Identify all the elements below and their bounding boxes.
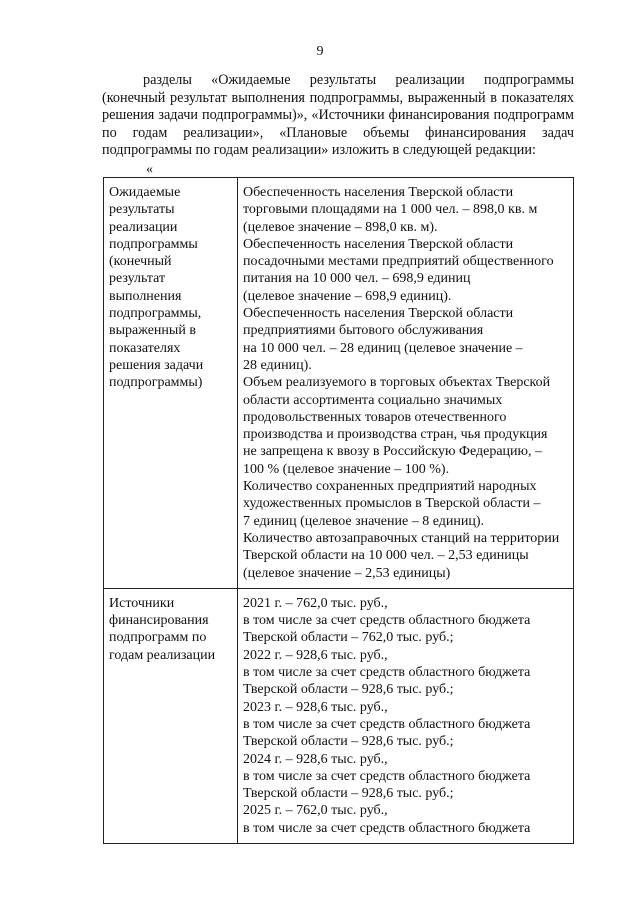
row-value-line: (целевое значение – 2,53 единицы) [243,565,451,581]
row-value-line: Обеспеченность населения Тверской области [243,306,514,322]
row-label-line: годам реализации [109,647,216,663]
row-value-line: в том числе за счет средств областного бюджета [243,613,531,629]
row-value-line: Тверской области – 928,6 тыс. руб.; [243,734,454,750]
table-body [104,178,574,844]
opening-quote: « [146,162,153,177]
row-value-line: в том числе за счет средств областного бюджета [243,716,531,732]
row-label-line: подпрограммы, [109,306,202,322]
row-value-line: торговыми площадями на 1 000 чел. – 898,0 кв. м [243,202,538,218]
row-value-line: 28 единиц). [243,357,312,373]
row-value-line: в том числе за счет средств областного бюджета [243,768,531,784]
row-value-line: Объем реализуемого в торговых объектах Тверской [243,375,551,391]
row-value-line: 2022 г. – 928,6 тыс. руб., [243,647,388,663]
page-number: 9 [316,44,324,59]
row-label-line: финансирования [109,613,209,629]
row-label-line: Источники [109,595,175,611]
row-value-line: Тверской области на 10 000 чел. – 2,53 единицы [243,548,529,564]
row-label-line: реализации [109,219,178,235]
intro-text [102,72,574,160]
row-label-line: решения задачи [109,357,204,373]
row-label-cell [104,178,238,589]
row-value-line: продовольственных товаров отечественного [243,409,507,425]
row-value-line: производства и производства стран, чья продукция [243,427,548,443]
row-value-line: Тверской области – 928,6 тыс. руб.; [243,786,454,802]
row-value-line: в том числе за счет средств областного бюджета [243,665,531,681]
row-label-line: показателях [109,340,181,356]
row-label-line: подпрограммы) [109,375,203,391]
row-value-line: области ассортимента социально значимых [243,392,503,408]
row-value-line: 2023 г. – 928,6 тыс. руб., [243,699,388,715]
row-value-line: 100 % (целевое значение – 100 %). [243,461,450,477]
row-value-line: (целевое значение – 898,0 кв. м). [243,219,438,235]
row-label-line: подпрограммы [109,236,198,252]
row-label-line: результат [109,271,166,287]
row-value-line: предприятиями бытового обслуживания [243,323,484,339]
row-value-line: 7 единиц (целевое значение – 8 единиц). [243,513,485,529]
row-value-line: посадочными местами предприятий общественного [243,254,554,270]
intro-paragraph: разделы «Ожидаемые результаты реализации подпрограммы (конечный результат выполнения подпрограммы, выраженный в показателях решения задачи подпрограммы)», «Источники финансирования подпрограмм по годам реализации», «Плановые объемы финансирования задач подпрограммы по годам реализации» изложить в следующей редакции: [102,72,574,158]
row-value-line: Обеспеченность населения Тверской области [243,236,514,252]
row-value-line: художественных промыслов в Тверской области – [243,496,541,512]
row-value-line: на 10 000 чел. – 28 единиц (целевое значение – [243,340,523,356]
row-value-line: Количество сохраненных предприятий народных [243,479,537,495]
row-value-line: в том числе за счет средств областного бюджета [243,820,531,836]
row-value-cell [238,588,574,843]
row-value-line: (целевое значение – 698,9 единиц). [243,288,452,304]
row-label-line: Ожидаемые [109,185,181,200]
row-label-cell [104,588,238,843]
row-value-line: 2021 г. – 762,0 тыс. руб., [243,595,388,611]
row-value-line: питания на 10 000 чел. – 698,9 единиц [243,271,471,287]
row-value-cell [238,178,574,589]
row-value-line: Количество автозаправочных станций на территории [243,530,560,546]
row-value-line: 2024 г. – 928,6 тыс. руб., [243,751,388,767]
row-value-line: не запрещена к ввозу в Российскую Федерацию, – [243,444,543,460]
row-value-line: Тверской области – 762,0 тыс. руб.; [243,630,454,646]
table-row [104,588,574,843]
row-label-line: подпрограмм по [109,630,207,646]
row-label-line: выполнения [109,288,182,304]
row-label-line: результаты [109,202,175,218]
subprogram-table [103,177,574,844]
table-row [104,178,574,589]
row-value-line: Обеспеченность населения Тверской области [243,185,514,200]
row-value-line: 2025 г. – 762,0 тыс. руб., [243,803,388,819]
row-value-line: Тверской области – 928,6 тыс. руб.; [243,682,454,698]
row-label-line: выраженный в [109,323,196,339]
row-label-line: (конечный [109,254,172,270]
